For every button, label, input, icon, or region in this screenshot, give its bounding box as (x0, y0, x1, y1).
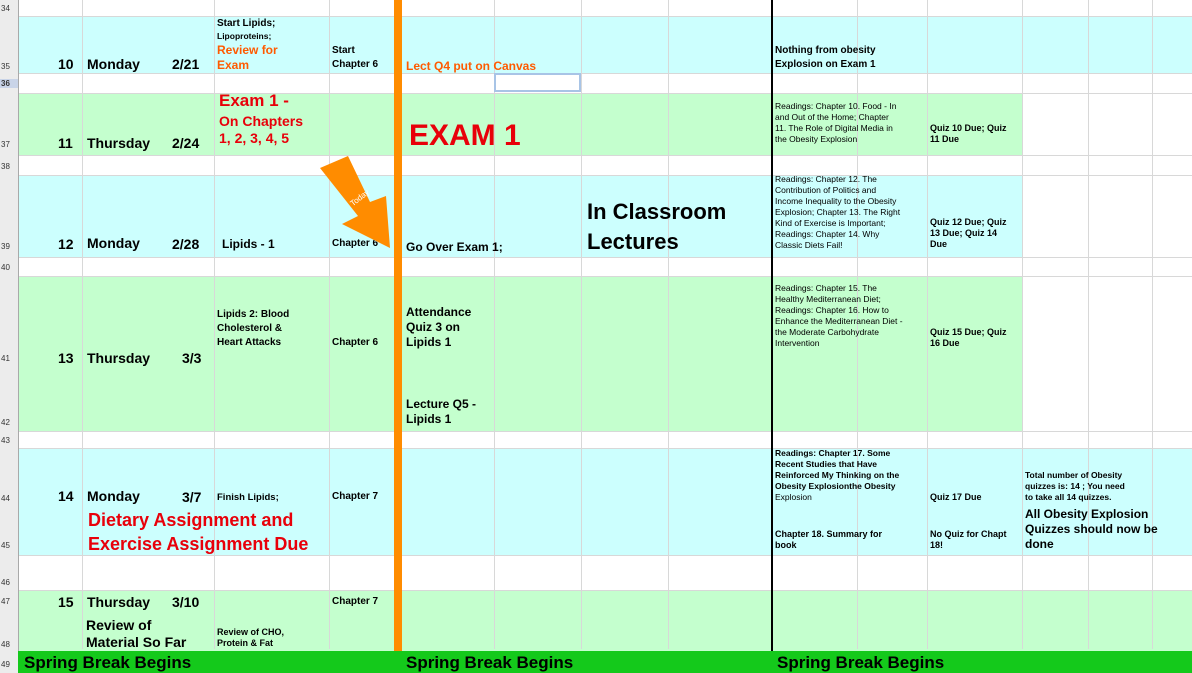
chapter-cell: Chapter 6 (332, 238, 379, 249)
quiz-note: 13 Due; Quiz 14 (930, 228, 998, 238)
attendance-note: Lipids 1 (406, 335, 452, 349)
row-number[interactable]: 49 (1, 660, 10, 669)
exam-note: 1, 2, 3, 4, 5 (219, 130, 290, 146)
day-cell: Monday (87, 235, 140, 251)
topic-cell: Lipids 2: Blood (217, 309, 290, 320)
row-number[interactable]: 48 (1, 640, 10, 649)
gridline (668, 0, 669, 649)
row-number-selected[interactable]: 36 (0, 79, 18, 88)
date-cell: 3/10 (172, 594, 200, 610)
chapter-cell: Chapter 7 (332, 491, 379, 502)
day-cell: Thursday (87, 594, 151, 610)
readings-note: Enhance the Mediterranean Diet - (775, 316, 903, 326)
row-header-column (0, 0, 19, 673)
chapter-cell: Chapter 6 (332, 59, 379, 70)
row-number[interactable]: 39 (1, 242, 10, 251)
no-quiz-note: No Quiz for Chapt (930, 529, 1007, 539)
lecture-number: 14 (58, 488, 74, 504)
exam-note: On Chapters (219, 113, 304, 129)
review-note: Review of (86, 617, 152, 633)
quiz-note: Quiz 17 Due (930, 492, 982, 502)
review-note: Material So Far (86, 634, 187, 650)
row-number[interactable]: 40 (1, 263, 10, 272)
chapter-cell: Chapter 6 (332, 337, 379, 348)
review-small-note: Review of CHO, (217, 627, 285, 637)
date-cell: 3/3 (182, 350, 202, 366)
readings-note: Intervention (775, 338, 820, 348)
topic-cell: Lipoproteins; (217, 31, 272, 41)
topic-cell: Cholesterol & (217, 323, 283, 334)
day-cell: Monday (87, 488, 140, 504)
total-quizzes-note: Total number of Obesity (1025, 470, 1123, 480)
gridline (0, 555, 1192, 556)
gridline (0, 73, 1192, 74)
obesity-note: Nothing from obesity (775, 45, 876, 56)
readings-note: Readings: Chapter 15. The (775, 283, 877, 293)
topic-cell: Lipids - 1 (222, 237, 275, 251)
date-cell: 2/21 (172, 56, 200, 72)
readings-note: Readings: Chapter 17. Some (775, 448, 891, 458)
today-arrow-icon[interactable] (318, 156, 394, 251)
lecture-note: Go Over Exam 1; (406, 240, 503, 254)
gridline (1022, 0, 1023, 649)
chapter-cell: Start (332, 45, 355, 56)
gridline (0, 590, 1192, 591)
quiz-note: Due (930, 239, 948, 249)
review-note: Exam (217, 58, 250, 72)
quiz-note: 16 Due (930, 338, 960, 348)
total-quizzes-note: to take all 14 quizzes. (1025, 492, 1112, 502)
total-quizzes-note: quizzes is: 14 ; You need (1025, 481, 1125, 491)
date-cell: 2/24 (172, 135, 200, 151)
readings-note: Readings: Chapter 14. Why (775, 229, 880, 239)
lecture-number: 15 (58, 594, 74, 610)
gridline (0, 431, 1192, 432)
row-number[interactable]: 44 (1, 494, 10, 503)
row-number[interactable]: 43 (1, 436, 10, 445)
gridline (0, 155, 1192, 156)
row-number[interactable]: 34 (1, 4, 10, 13)
row-number[interactable]: 37 (1, 140, 10, 149)
readings-note: Explosion; Chapter 13. The Right (775, 207, 901, 217)
quiz-note: 11 Due (930, 134, 960, 144)
all-quizzes-note: All Obesity Explosion (1025, 507, 1149, 521)
chapter-18-note: book (775, 540, 797, 550)
quiz-note: Quiz 12 Due; Quiz (930, 217, 1007, 227)
readings-note: Classic Diets Fail! (775, 240, 843, 250)
readings-note: 11. The Role of Digital Media in (775, 123, 893, 133)
lecture-quiz-note: Lipids 1 (406, 412, 452, 426)
readings-note: the Obesity Explosion (775, 134, 858, 144)
blank-cell-block (1022, 276, 1192, 431)
all-quizzes-note: done (1025, 537, 1054, 551)
review-small-note: Protein & Fat (217, 638, 274, 648)
classroom-note: In Classroom (587, 199, 727, 224)
obesity-note: Explosion on Exam 1 (775, 59, 876, 70)
selected-cell[interactable] (494, 73, 581, 92)
row-number[interactable]: 41 (1, 354, 10, 363)
all-quizzes-note: Quizzes should now be (1025, 522, 1158, 536)
row-number[interactable]: 42 (1, 418, 10, 427)
readings-note: Explosion (775, 492, 812, 502)
blank-cell-block (1022, 93, 1192, 155)
attendance-note: Quiz 3 on (406, 320, 460, 334)
readings-note: Healthy Mediterranean Diet; (775, 294, 881, 304)
lecture-number: 11 (58, 135, 73, 151)
day-cell: Thursday (87, 350, 151, 366)
gridline (1088, 0, 1089, 649)
readings-note: Readings: Chapter 12. The (775, 174, 877, 184)
chapter-cell: Chapter 7 (332, 596, 379, 607)
gridline (0, 16, 1192, 17)
spring-break-label: Spring Break Begins (777, 653, 945, 672)
topic-cell: Start Lipids; (217, 18, 276, 29)
gridline (0, 93, 1192, 94)
readings-note: and Out of the Home; Chapter (775, 112, 889, 122)
topic-cell: Finish Lipids; (217, 492, 279, 503)
spring-break-label: Spring Break Begins (24, 653, 192, 672)
quiz-note: Quiz 15 Due; Quiz (930, 327, 1007, 337)
row-number[interactable]: 45 (1, 541, 10, 550)
lecture-number: 13 (58, 350, 74, 366)
spring-break-row (18, 651, 1192, 673)
review-note: Review for (217, 43, 278, 57)
gridline (82, 0, 83, 649)
classroom-note: Lectures (587, 229, 679, 254)
lecture-number: 10 (58, 56, 74, 72)
chapter-18-note: Chapter 18. Summary for (775, 529, 883, 539)
no-quiz-note: 18! (930, 540, 944, 550)
row-number[interactable]: 47 (1, 597, 10, 606)
lecture-number: 12 (58, 236, 74, 252)
readings-note: Readings: Chapter 10. Food - In (775, 101, 897, 111)
topic-cell: Heart Attacks (217, 337, 282, 348)
gridline (329, 0, 330, 649)
blank-cell-block (1022, 175, 1192, 257)
gridline (581, 0, 582, 649)
gridline (0, 175, 1192, 176)
readings-note: Reinforced My Thinking on the (775, 470, 900, 480)
readings-note: the Moderate Carbohydrate (775, 327, 879, 337)
today-label: Today (348, 187, 371, 209)
day-cell: Thursday (87, 135, 151, 151)
today-marker-bar (394, 0, 402, 651)
assignment-due-note: Exercise Assignment Due (88, 534, 309, 554)
readings-note: Obesity Explosionthe Obesity (775, 481, 896, 491)
gridline (0, 257, 1192, 258)
quiz-note: Quiz 10 Due; Quiz (930, 123, 1007, 133)
gridline (494, 0, 495, 649)
readings-note: Kind of Exercise is Important; (775, 218, 886, 228)
readings-note: Contribution of Politics and (775, 185, 877, 195)
row-number[interactable]: 46 (1, 578, 10, 587)
day-cell: Monday (87, 56, 140, 72)
row-number[interactable]: 38 (1, 162, 10, 171)
gridline (0, 448, 1192, 449)
date-cell: 3/7 (182, 489, 202, 505)
gridline (927, 0, 928, 649)
readings-note: Readings: Chapter 16. How to (775, 305, 889, 315)
readings-note: Recent Studies that Have (775, 459, 878, 469)
lecture-quiz-note: Lecture Q5 - (406, 397, 477, 411)
gridline (1152, 0, 1153, 649)
column-divider-bar (771, 0, 773, 651)
date-cell: 2/28 (172, 236, 200, 252)
attendance-note: Attendance (406, 305, 472, 319)
lecture-note: Lect Q4 put on Canvas (406, 59, 537, 73)
gridline (0, 276, 1192, 277)
assignment-due-note: Dietary Assignment and (88, 510, 294, 530)
spring-break-label: Spring Break Begins (406, 653, 574, 672)
exam-banner: EXAM 1 (409, 119, 521, 152)
exam-note: Exam 1 - (219, 91, 289, 110)
readings-note: Income Inequality to the Obesity (775, 196, 897, 206)
row-number[interactable]: 35 (1, 62, 10, 71)
